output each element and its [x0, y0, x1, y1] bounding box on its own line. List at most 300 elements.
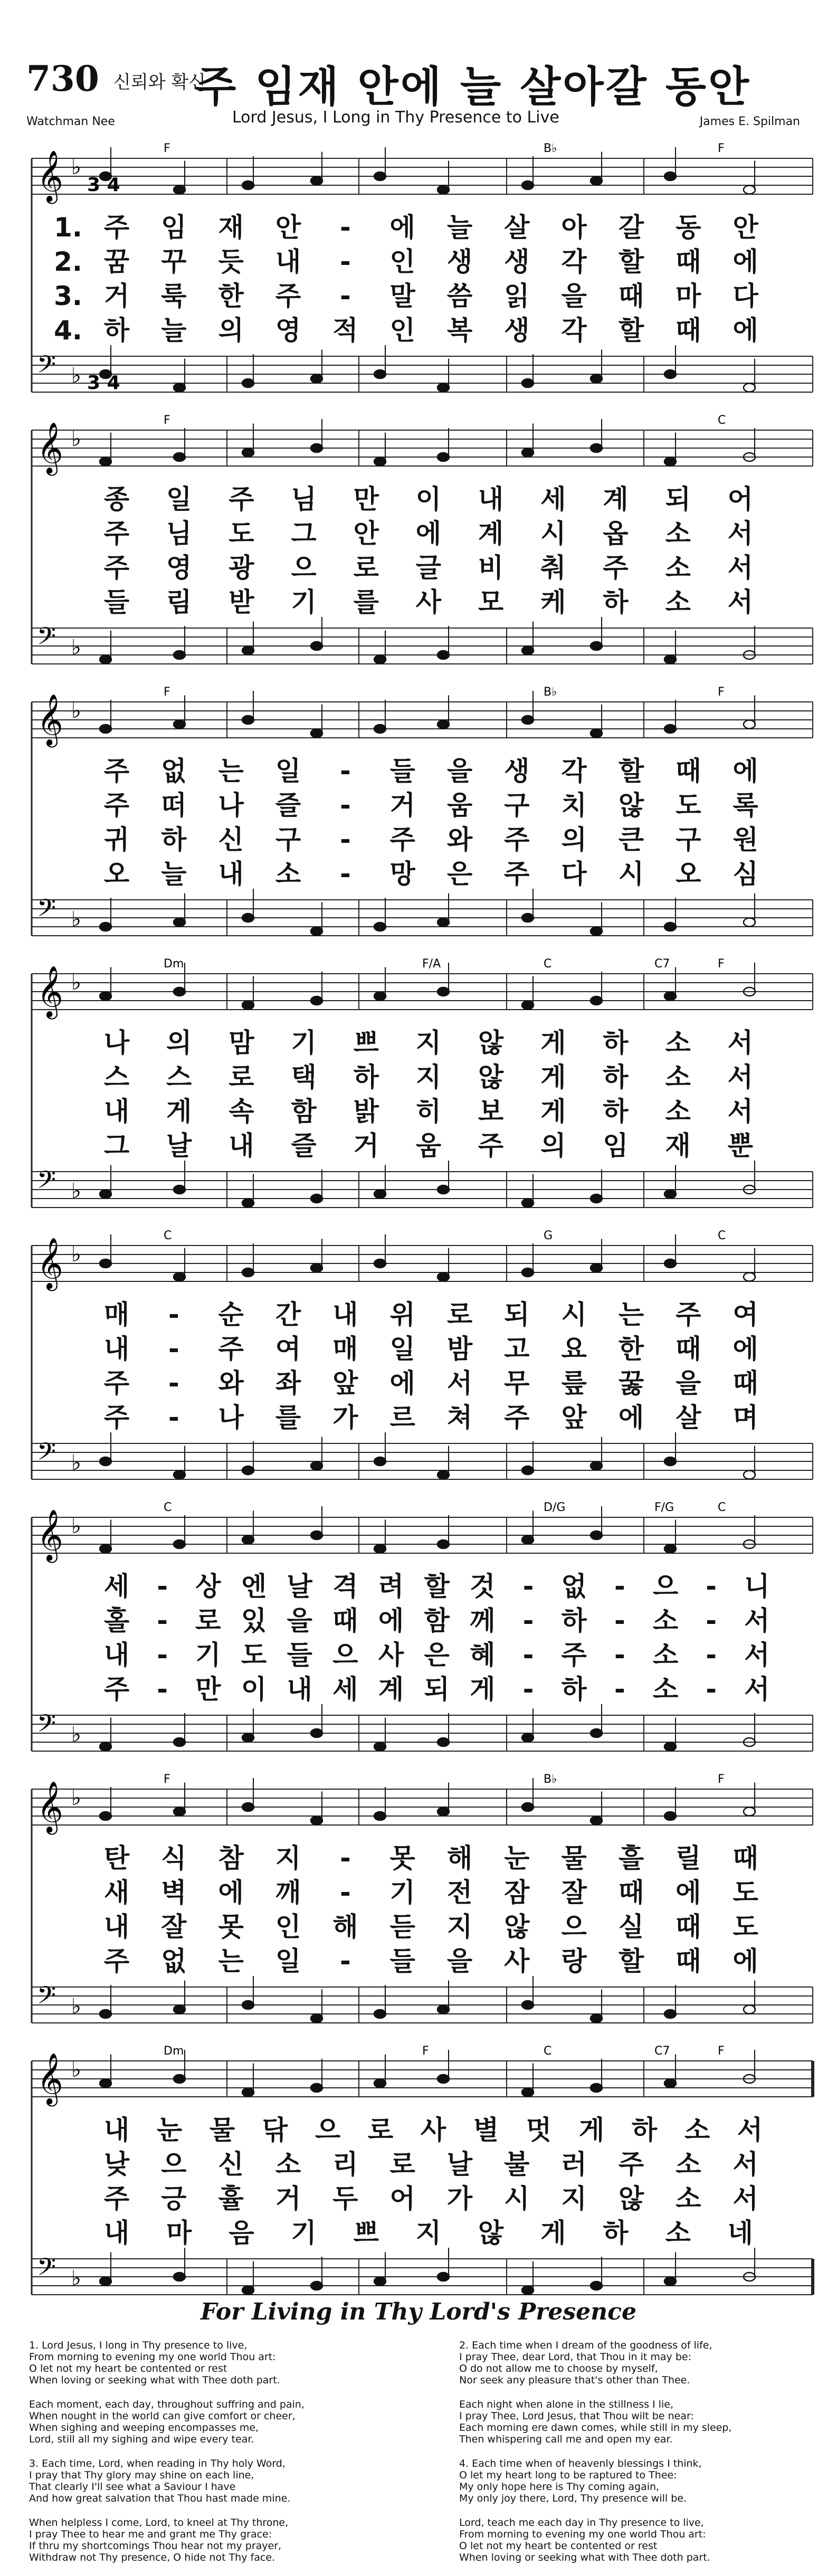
lyric-syllable: 는: [618, 1299, 644, 1330]
composer-credit: James E. Spilman: [699, 115, 800, 128]
chord-symbol: C: [164, 1229, 172, 1242]
note-head: [174, 720, 185, 729]
lyric-syllable: 것: [470, 1571, 496, 1602]
lyric-syllable: 다: [733, 281, 758, 311]
lyric-syllable: 되: [504, 1299, 530, 1330]
lyric-syllable: 에: [378, 1605, 404, 1636]
chord-symbol: F: [422, 2045, 429, 2058]
lyric-syllable: 소: [665, 587, 691, 617]
note-head: [522, 449, 534, 457]
lyric-line: [100, 1604, 818, 1637]
note-head: [664, 370, 676, 378]
note-head: [591, 1462, 602, 1470]
lyric-syllable: 를: [275, 1402, 301, 1433]
score-system: [21, 1224, 823, 1507]
lyric-syllable: 못: [389, 1843, 415, 1874]
lyric-syllable: 들: [389, 756, 415, 786]
lyric-syllable: 안: [275, 212, 301, 243]
lyric-syllable: 에: [618, 1402, 644, 1433]
note-head: [311, 642, 322, 650]
note-head: [522, 2286, 534, 2295]
note-head: [664, 1259, 676, 1268]
lyric-syllable: 하: [603, 1096, 629, 1127]
lyric-line: [100, 858, 818, 890]
lyric-syllable: 에: [733, 756, 758, 786]
lyric-syllable: 게: [166, 1096, 192, 1127]
lyric-syllable: 깨: [275, 1877, 301, 1908]
lyric-syllable: -: [168, 1299, 179, 1330]
lyric-syllable: 에: [389, 212, 415, 243]
bass-clef-icon: 𝄢: [37, 622, 56, 657]
lyric-syllable: 움: [446, 790, 473, 821]
lyric-syllable: 살: [676, 1402, 701, 1433]
key-flat-icon: ♭: [71, 1786, 81, 1810]
note-head: [374, 458, 386, 466]
note-head: [522, 1466, 534, 1475]
lyric-syllable: 상: [195, 1571, 221, 1602]
note-head: [522, 1199, 534, 1208]
note-head: [100, 655, 111, 664]
lyric-syllable: 맘: [229, 1028, 254, 1058]
note-head: [664, 923, 676, 931]
lyric-syllable: 할: [618, 756, 644, 786]
lyric-syllable: 망: [389, 859, 415, 889]
lyric-syllable: 소: [665, 518, 691, 549]
note-head: [374, 1743, 386, 1751]
lyric-syllable: 서: [727, 1062, 753, 1092]
note-head: [174, 1808, 185, 1816]
lyric-syllable: 속: [229, 1096, 254, 1127]
lyric-syllable: 앞: [561, 1402, 587, 1433]
lyric-syllable: 주: [618, 2149, 644, 2180]
lyric-syllable: 참: [218, 1843, 244, 1874]
lyric-line: [54, 211, 818, 244]
note-head: [744, 918, 755, 927]
lyric-syllable: -: [157, 1640, 168, 1670]
lyric-syllable: 내: [103, 1912, 130, 1942]
lyric-syllable: 게: [540, 1096, 566, 1127]
lyric-syllable: 를: [353, 587, 379, 617]
note-head: [437, 1540, 449, 1548]
lyric-syllable: 옵: [603, 518, 629, 549]
treble-clef-icon: 𝄞: [37, 693, 63, 745]
lyric-syllable: -: [339, 1877, 351, 1908]
lyric-syllable: 날: [287, 1571, 312, 1602]
note-head: [311, 1817, 322, 1825]
note-head: [311, 1194, 322, 1203]
lyric-syllable: 소: [665, 2218, 691, 2248]
lyric-syllable: 케: [540, 587, 566, 617]
lyric-syllable: 며: [733, 1402, 758, 1433]
lyric-syllable: 어: [727, 484, 753, 515]
treble-clef-icon: 𝄞: [37, 1237, 63, 1289]
lyric-syllable: 재: [665, 1130, 691, 1161]
note-head: [591, 1531, 602, 1539]
lyric-line: [100, 1333, 818, 1365]
lyric-syllable: 주: [229, 484, 254, 515]
lyric-syllable: 에: [389, 1368, 415, 1399]
lyric-syllable: 듣: [389, 1912, 415, 1942]
lyric-syllable: 도: [229, 518, 254, 549]
lyric-syllable: 위: [389, 1299, 415, 1330]
lyric-syllable: -: [157, 1571, 168, 1602]
lyric-line: [100, 1673, 818, 1706]
lyric-syllable: 모: [478, 587, 504, 617]
lyric-syllable: 좌: [275, 1368, 301, 1399]
lyric-syllable: 나: [103, 1028, 130, 1058]
lyric-syllable: 리: [332, 2149, 358, 2180]
lyric-syllable: 함: [291, 1096, 317, 1127]
lyric-syllable: 도: [241, 1640, 267, 1670]
lyric-syllable: 을: [287, 1605, 312, 1636]
note-head: [100, 2010, 111, 2018]
lyric-syllable: 룩: [161, 281, 187, 311]
lyric-syllable: 하: [603, 1028, 629, 1058]
lyric-syllable: 하: [353, 1062, 379, 1092]
note-head: [437, 918, 449, 927]
lyric-syllable: 오: [676, 859, 701, 889]
lyric-syllable: 서: [737, 2115, 763, 2145]
lyric-syllable: 할: [618, 1946, 644, 1976]
lyric-syllable: 지: [446, 1912, 473, 1942]
lyric-syllable: 이: [415, 484, 442, 515]
note-head: [242, 2286, 254, 2295]
lyric-syllable: 으: [561, 1912, 587, 1942]
lyric-syllable: 음: [229, 2218, 254, 2248]
lyric-syllable: 님: [166, 518, 192, 549]
note-head: [522, 2001, 534, 2009]
note-head: [437, 1808, 449, 1816]
lyric-syllable: 때: [676, 756, 701, 786]
lyric-syllable: -: [706, 1674, 717, 1705]
lyric-line: [100, 586, 818, 619]
lyric-syllable: 밝: [353, 1096, 379, 1127]
lyric-syllable: 기: [291, 1028, 317, 1058]
lyric-syllable: 때: [733, 1368, 758, 1399]
lyric-syllable: 뿐: [727, 1130, 753, 1161]
lyric-syllable: -: [339, 1843, 351, 1874]
note-head: [591, 1264, 602, 1272]
lyric-syllable: 말: [389, 281, 415, 311]
note-head: [437, 2075, 449, 2083]
note-head: [374, 2277, 386, 2286]
key-flat-icon: ♭: [71, 971, 81, 995]
verse-stanza: 1. Lord Jesus, I long in Thy presence to live, From morning to evening my one world Thou art: O let not my heart be contented or rest When loving or seeking what with Thee doth part.: [29, 2340, 280, 2386]
lyric-line: [100, 789, 818, 822]
lyric-syllable: 서: [727, 1096, 753, 1127]
lyric-syllable: 계: [478, 518, 504, 549]
lyric-syllable: -: [706, 1640, 717, 1670]
key-flat-icon: ♭: [71, 1242, 81, 1267]
lyric-syllable: 홀: [103, 1605, 130, 1636]
treble-clef-icon: 𝄞: [37, 2052, 63, 2104]
note-head: [174, 987, 185, 996]
lyric-syllable: 물: [209, 2115, 235, 2145]
key-flat-icon: ♭: [71, 699, 81, 723]
lyric-syllable: 림: [166, 587, 192, 617]
lyric-syllable: 눈: [156, 2115, 183, 2145]
note-head: [374, 725, 386, 733]
note-head: [664, 458, 676, 466]
note-head: [174, 2075, 185, 2083]
lyric-syllable: 않: [478, 2218, 504, 2248]
note-head: [311, 2084, 322, 2092]
lyric-syllable: 여: [275, 1334, 301, 1364]
verse-number: 3.: [54, 281, 82, 311]
lyric-syllable: 세: [332, 1674, 358, 1705]
lyric-syllable: 서: [727, 587, 753, 617]
lyric-syllable: 날: [166, 1130, 192, 1161]
lyric-syllable: 내: [332, 1299, 358, 1330]
note-head: [664, 1812, 676, 1820]
lyric-syllable: 하: [103, 315, 130, 346]
note-head: [664, 172, 676, 180]
note-head: [100, 923, 111, 931]
treble-clef-icon: 𝄞: [37, 150, 63, 202]
lyric-line: [100, 1876, 818, 1909]
note-head: [744, 384, 755, 392]
lyric-syllable: 받: [229, 587, 254, 617]
score-system: [21, 681, 823, 963]
lyric-syllable: 서: [727, 1028, 753, 1058]
lyric-syllable: 도: [676, 790, 701, 821]
note-head: [174, 651, 185, 659]
lyric-syllable: 소: [275, 2149, 301, 2180]
lyric-syllable: 춰: [540, 553, 566, 583]
lyric-syllable: 읽: [504, 281, 530, 311]
lyric-line: [100, 1298, 818, 1331]
lyric-syllable: 지: [415, 2218, 442, 2248]
treble-clef-icon: 𝄞: [37, 1781, 63, 1832]
note-head: [242, 1803, 254, 1811]
lyric-syllable: 없: [161, 756, 187, 786]
key-flat-icon: ♭: [71, 907, 81, 931]
lyric-syllable: 소: [652, 1640, 679, 1670]
lyric-syllable: 때: [676, 246, 701, 277]
lyric-syllable: 큰: [618, 824, 644, 855]
lyric-line: [54, 280, 818, 312]
lyric-syllable: 게: [540, 1062, 566, 1092]
note-head: [522, 2088, 534, 2097]
lyric-syllable: 시: [561, 1299, 587, 1330]
note-head: [242, 1466, 254, 1475]
lyric-syllable: -: [157, 1605, 168, 1636]
bass-clef-icon: 𝄢: [37, 1166, 56, 1200]
lyric-syllable: -: [157, 1674, 168, 1705]
note-head: [437, 186, 449, 194]
note-head: [174, 384, 185, 392]
lyric-syllable: 그: [291, 518, 317, 549]
note-head: [374, 2079, 386, 2088]
note-head: [311, 2282, 322, 2290]
lyric-syllable: 게: [540, 2218, 566, 2248]
note-head: [591, 927, 602, 936]
lyric-syllable: 주: [103, 212, 130, 243]
lyric-syllable: 쳐: [446, 1402, 473, 1433]
lyric-syllable: 늘: [161, 859, 187, 889]
note-head: [664, 1190, 676, 1199]
lyric-syllable: 록: [733, 790, 758, 821]
lyric-line: [100, 755, 818, 787]
note-head: [437, 1273, 449, 1281]
lyric-syllable: 일: [389, 1334, 415, 1364]
note-head: [437, 987, 449, 996]
lyric-syllable: 생: [504, 315, 530, 346]
lyric-syllable: 있: [241, 1605, 267, 1636]
lyric-syllable: 가: [332, 1402, 358, 1433]
lyric-syllable: 할: [618, 315, 644, 346]
lyric-syllable: 들: [389, 1946, 415, 1976]
lyric-syllable: 나: [218, 790, 244, 821]
note-head: [100, 458, 111, 466]
chord-symbol: C: [164, 1501, 172, 1514]
key-flat-icon: ♭: [71, 364, 81, 388]
note-head: [311, 1462, 322, 1470]
note-head: [591, 2084, 602, 2092]
note-head: [242, 1734, 254, 1742]
lyric-syllable: 기: [291, 587, 317, 617]
lyric-syllable: -: [614, 1640, 625, 1670]
note-head: [591, 177, 602, 185]
lyric-syllable: 내: [103, 2218, 130, 2248]
lyric-syllable: 니: [744, 1571, 770, 1602]
lyric-syllable: -: [339, 790, 351, 821]
lyric-syllable: 주: [389, 824, 415, 855]
lyric-syllable: 기: [389, 1877, 415, 1908]
note-head: [100, 2079, 111, 2088]
lyric-syllable: 사: [504, 1946, 530, 1976]
note-head: [242, 716, 254, 724]
lyric-syllable: 듯: [218, 246, 244, 277]
note-head: [744, 1273, 755, 1281]
lyric-syllable: 내: [478, 484, 504, 515]
note-head: [311, 729, 322, 738]
lyric-syllable: 기: [291, 2218, 317, 2248]
lyric-syllable: 때: [618, 281, 644, 311]
lyric-line: [54, 245, 818, 278]
lyric-line: [100, 1945, 818, 1978]
lyric-syllable: 게: [540, 1028, 566, 1058]
lyric-syllable: 전: [446, 1877, 473, 1908]
note-head: [591, 2014, 602, 2023]
note-head: [664, 725, 676, 733]
note-head: [374, 1545, 386, 1553]
lyric-syllable: 불: [504, 2149, 530, 2180]
note-head: [437, 2273, 449, 2281]
key-flat-icon: ♭: [71, 1994, 81, 2019]
lyric-syllable: 영: [275, 315, 301, 346]
key-flat-icon: ♭: [71, 2266, 81, 2290]
lyric-syllable: 일: [275, 756, 301, 786]
note-head: [437, 1738, 449, 1746]
korean-title: 주 임재 안에 늘 살아갈 동안: [195, 62, 752, 111]
note-head: [664, 2010, 676, 2018]
treble-clef-icon: 𝄞: [37, 422, 63, 473]
treble-clef-icon: 𝄞: [37, 1509, 63, 1561]
lyric-line: [100, 552, 818, 584]
lyric-syllable: 사: [420, 2115, 446, 2145]
lyric-syllable: 때: [676, 1912, 701, 1942]
note-head: [100, 1190, 111, 1199]
lyric-syllable: 와: [446, 824, 473, 855]
note-head: [242, 2001, 254, 2009]
lyric-syllable: -: [522, 1674, 534, 1705]
lyric-syllable: 들: [103, 587, 130, 617]
lyric-line: [100, 2148, 818, 2181]
lyric-syllable: 스: [103, 1062, 130, 1092]
lyric-syllable: 때: [332, 1605, 358, 1636]
note-head: [311, 1264, 322, 1272]
chord-symbol: F: [718, 957, 725, 971]
lyric-syllable: 스: [166, 1062, 192, 1092]
note-head: [374, 923, 386, 931]
lyric-syllable: 소: [684, 2115, 710, 2145]
key-flat-icon: ♭: [71, 635, 81, 660]
note-head: [591, 1194, 602, 1203]
verse-stanza: 3. Each time, Lord, when reading in Thy holy Word, I pray that Thy glory may shine on each line, That clearly I'll see what a Saviour I have And how great salvation that Thou hast made mine.: [29, 2458, 291, 2504]
note-head: [522, 1268, 534, 1277]
chord-symbol: F: [718, 1773, 725, 1786]
lyric-syllable: -: [522, 1571, 534, 1602]
lyric-syllable: 서: [727, 553, 753, 583]
note-head: [591, 375, 602, 383]
note-head: [591, 1729, 602, 1737]
lyric-syllable: 일: [275, 1946, 301, 1976]
lyric-syllable: 각: [561, 756, 587, 786]
lyric-syllable: 떠: [161, 790, 187, 821]
lyric-syllable: 소: [275, 859, 301, 889]
note-head: [664, 1545, 676, 1553]
score-system: [21, 409, 823, 691]
lyric-syllable: 시: [618, 859, 644, 889]
note-head: [174, 1273, 185, 1281]
note-head: [242, 2088, 254, 2097]
lyric-syllable: 않: [618, 790, 644, 821]
lyric-syllable: 생: [504, 246, 530, 277]
note-head: [522, 1803, 534, 1811]
lyric-syllable: 때: [618, 1877, 644, 1908]
lyric-syllable: 하: [561, 1674, 587, 1705]
lyric-syllable: 순: [218, 1299, 244, 1330]
note-head: [174, 918, 185, 927]
note-head: [242, 1199, 254, 1208]
chord-symbol: B♭: [544, 1773, 557, 1786]
lyric-syllable: 주: [561, 1640, 587, 1670]
lyric-syllable: 인: [275, 1912, 301, 1942]
lyric-syllable: 세: [103, 1571, 130, 1602]
note-head: [374, 1190, 386, 1199]
bass-clef-icon: 𝄢: [37, 894, 56, 928]
note-head: [311, 177, 322, 185]
lyric-syllable: 인: [389, 315, 415, 346]
note-head: [242, 1001, 254, 1010]
note-head: [100, 992, 111, 1001]
lyric-syllable: 보: [478, 1096, 504, 1127]
lyric-syllable: 일: [166, 484, 192, 515]
lyric-line: [100, 1842, 818, 1875]
key-flat-icon: ♭: [71, 2058, 81, 2082]
lyric-line: [100, 1910, 818, 1943]
note-head: [174, 1738, 185, 1746]
note-head: [522, 647, 534, 655]
score-system: [21, 2040, 823, 2322]
lyric-syllable: 을: [561, 281, 587, 311]
lyric-syllable: 주: [103, 553, 130, 583]
lyric-syllable: 즐: [275, 790, 301, 821]
chord-symbol: F: [164, 1773, 170, 1786]
lyric-line: [100, 483, 818, 516]
lyric-syllable: 에: [218, 1877, 244, 1908]
